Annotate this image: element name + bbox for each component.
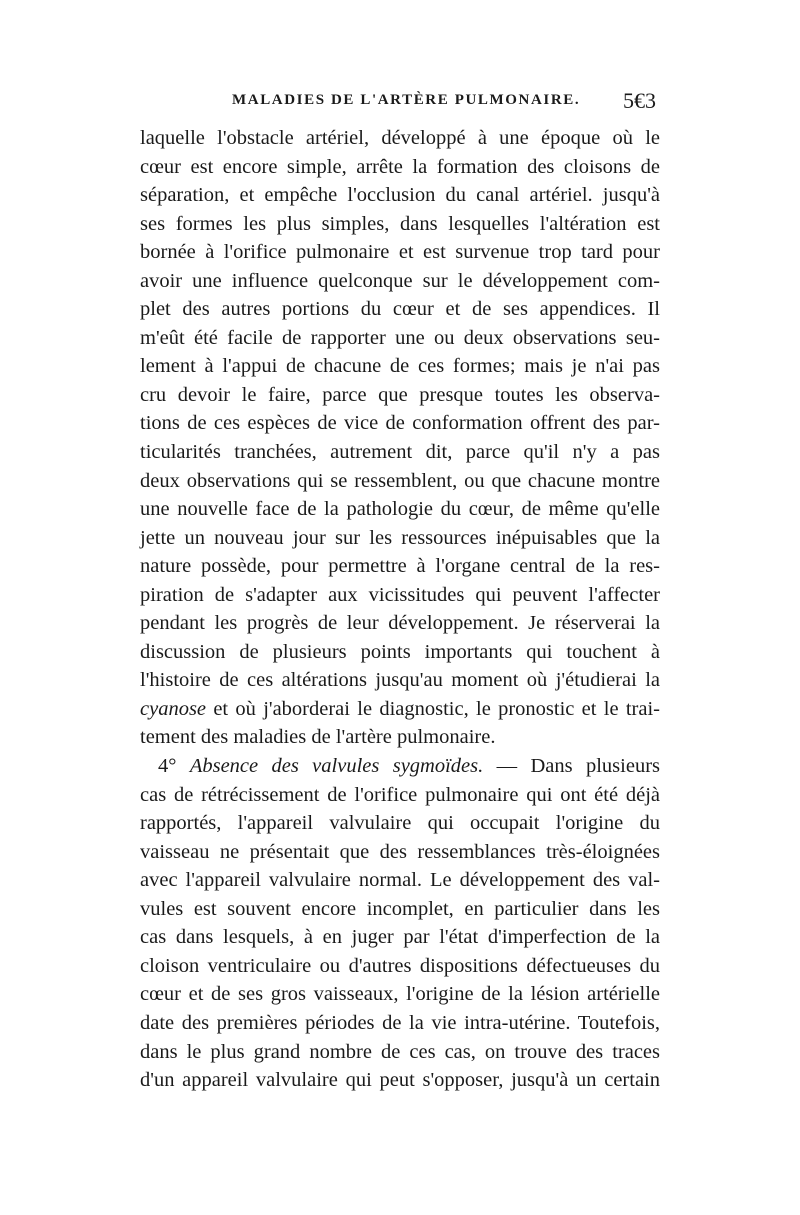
text-line: deux observations qui se ressemblent, ou que chacune montre	[140, 469, 660, 492]
text-line: cœur et de ses gros vaisseaux, l'origine de la lésion artérielle	[140, 983, 660, 1006]
text-line: discussion de plusieurs points importants qui touchent à	[140, 640, 660, 663]
text-line: cas dans lesquels, à en juger par l'état d'imperfection de la	[140, 926, 660, 949]
text-line: séparation, et empêche l'occlusion du canal artériel. jusqu'à	[140, 184, 660, 207]
text-line: vules est souvent encore incomplet, en particulier dans les	[140, 897, 660, 920]
text-line: piration de s'adapter aux vicissitudes qui peuvent l'affecter	[140, 583, 660, 606]
text-line: bornée à l'orifice pulmonaire et est survenue trop tard pour	[140, 241, 660, 264]
running-title: MALADIES DE L'ARTÈRE PULMONAIRE.	[232, 92, 581, 108]
text-line: cœur est encore simple, arrête la formation des cloisons de	[140, 155, 660, 178]
text-line: ses formes les plus simples, dans lesquelles l'altération est	[140, 212, 660, 235]
text-line: pendant les progrès de leur développement. Je réserverai la	[140, 612, 660, 635]
text-line: une nouvelle face de la pathologie du cœur, de même qu'elle	[140, 498, 660, 521]
text-line: date des premières périodes de la vie intra-utérine. Toutefois,	[140, 1011, 660, 1034]
body-text	[140, 124, 660, 1095]
text-line: plet des autres portions du cœur et de ses appendices. Il	[140, 298, 660, 321]
text-line: vaisseau ne présentait que des ressemblances très-éloignées	[140, 840, 660, 863]
text-line: cas de rétrécissement de l'orifice pulmonaire qui ont été déjà	[140, 783, 660, 806]
text-line: l'histoire de ces altérations jusqu'au moment où j'étudierai la	[140, 669, 660, 692]
text-line: m'eût été facile de rapporter une ou deux observations seu-	[140, 326, 660, 349]
text-line: laquelle l'obstacle artériel, développé à une époque où le	[140, 127, 660, 149]
text-line: cloison ventriculaire ou d'autres dispositions défectueuses du	[140, 954, 660, 977]
text-line: rapportés, l'appareil valvulaire qui occupait l'origine du	[140, 812, 660, 835]
line-remainder: et où j'aborderai le diagnostic, le pronostic et le trai-	[206, 697, 660, 720]
text-line: cru devoir le faire, parce que presque toutes les observa-	[140, 383, 660, 406]
text-line: ticularités tranchées, autrement dit, parce qu'il n'y a pas	[140, 441, 660, 464]
section-heading-remainder: — Dans plusieurs	[483, 755, 661, 778]
running-head	[140, 88, 660, 116]
section-heading-line	[140, 752, 660, 781]
text-line: nature possède, pour permettre à l'organe central de la res-	[140, 555, 660, 578]
text-line: lement à l'appui de chacune de ces formes; mais je n'ai pas	[140, 355, 660, 378]
text-line: avoir une influence quelconque sur le développement com-	[140, 269, 660, 292]
paragraph-end-line: tement des maladies de l'artère pulmonaire.	[140, 726, 496, 749]
page-number: 5€3	[623, 88, 656, 113]
text-line: avec l'appareil valvulaire normal. Le développement des val-	[140, 869, 660, 892]
italic-term: cyanose	[140, 697, 207, 720]
section-heading: Absence des valvules sygmoïdes.	[189, 755, 484, 778]
text-line: jette un nouveau jour sur les ressources inépuisables que la	[140, 526, 660, 549]
section-number: 4°	[158, 755, 177, 778]
text-line: dans le plus grand nombre de ces cas, on trouve des traces	[140, 1040, 660, 1063]
text-line-cyanose	[140, 695, 660, 724]
text-line: tions de ces espèces de vice de conformation offrent des par-	[140, 412, 660, 435]
text-line: d'un appareil valvulaire qui peut s'opposer, jusqu'à un certain	[140, 1069, 660, 1092]
